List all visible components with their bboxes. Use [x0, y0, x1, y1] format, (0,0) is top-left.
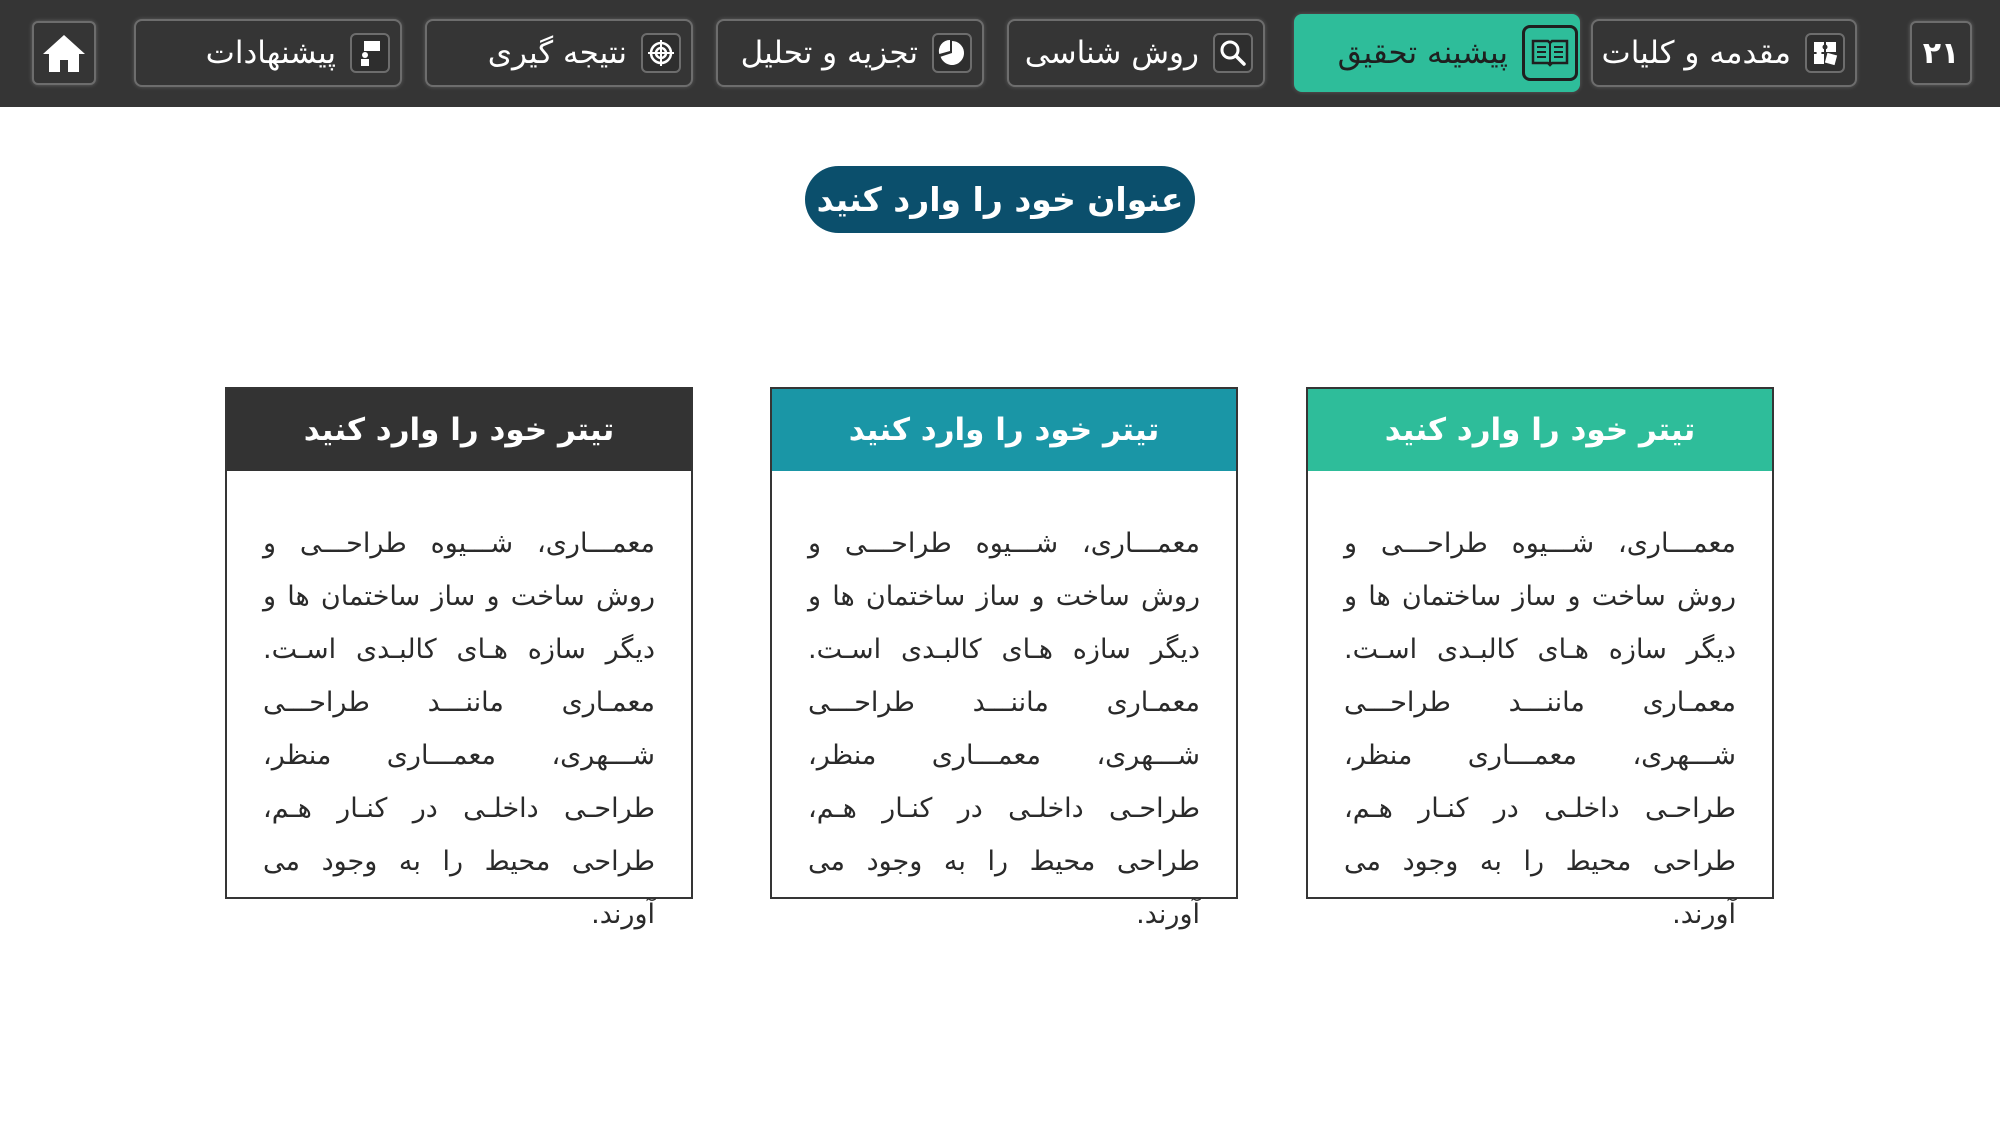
book-icon: [1522, 25, 1578, 81]
presenter-icon: [350, 33, 390, 73]
tab-literature[interactable]: [1294, 14, 1580, 92]
target-icon: [641, 33, 681, 73]
tab-suggestions[interactable]: [134, 19, 402, 87]
card-2-text[interactable]: معمـــاری، شـــیوه طراحـــی و روش ساخت و ساز ساختمان ها و دیگر سازه هـای کالبـدی اسـت. معمـاری ماننـــد طراحـــی شـــهری، معمـــاری منظر، طراحـی داخلـی در کنـار هـم، طراحی محیط را به وجود می آورند.: [808, 528, 1200, 930]
home-button[interactable]: [32, 21, 96, 85]
card-2: [770, 387, 1238, 930]
tab-conclusion[interactable]: [425, 19, 693, 87]
card-3-title[interactable]: تیتر خود را وارد کنید: [227, 389, 691, 471]
puzzle-icon: [1805, 33, 1845, 73]
tab-analysis-label: تجزیه و تحلیل: [740, 35, 918, 71]
card-2-title[interactable]: تیتر خود را وارد کنید: [772, 389, 1236, 471]
card-3: [225, 387, 693, 930]
tab-analysis[interactable]: [716, 19, 984, 87]
tab-literature-label: پیشینه تحقیق: [1337, 35, 1508, 71]
tab-intro-label: مقدمه و کلیات: [1601, 35, 1791, 71]
search-icon: [1213, 33, 1253, 73]
card-1-title[interactable]: تیتر خود را وارد کنید: [1308, 389, 1772, 471]
tab-conclusion-label: نتیجه گیری: [487, 35, 627, 71]
card-1: [1306, 387, 1774, 930]
tab-method-label: روش شناسی: [1024, 35, 1199, 71]
pie-chart-icon: [932, 33, 972, 73]
tab-intro[interactable]: [1591, 19, 1857, 87]
tab-method[interactable]: [1007, 19, 1265, 87]
home-icon: [41, 32, 87, 74]
tab-suggestions-label: پیشنهادات: [205, 35, 336, 71]
card-1-text[interactable]: معمـــاری، شـــیوه طراحـــی و روش ساخت و ساز ساختمان ها و دیگر سازه هـای کالبـدی اسـت. معمـاری ماننـــد طراحـــی شـــهری، معمـــاری منظر، طراحـی داخلـی در کنـار هـم، طراحی محیط را به وجود می آورند.: [1344, 528, 1736, 930]
page-number: ۲۱: [1910, 21, 1972, 85]
page-title[interactable]: عنوان خود را وارد کنید: [805, 166, 1195, 233]
card-3-text[interactable]: معمـــاری، شـــیوه طراحـــی و روش ساخت و ساز ساختمان ها و دیگر سازه هـای کالبـدی اسـت. معمـاری ماننـــد طراحـــی شـــهری، معمـــاری منظر، طراحـی داخلـی در کنـار هـم، طراحی محیط را به وجود می آورند.: [263, 528, 655, 930]
top-nav-bar: [0, 0, 2000, 107]
